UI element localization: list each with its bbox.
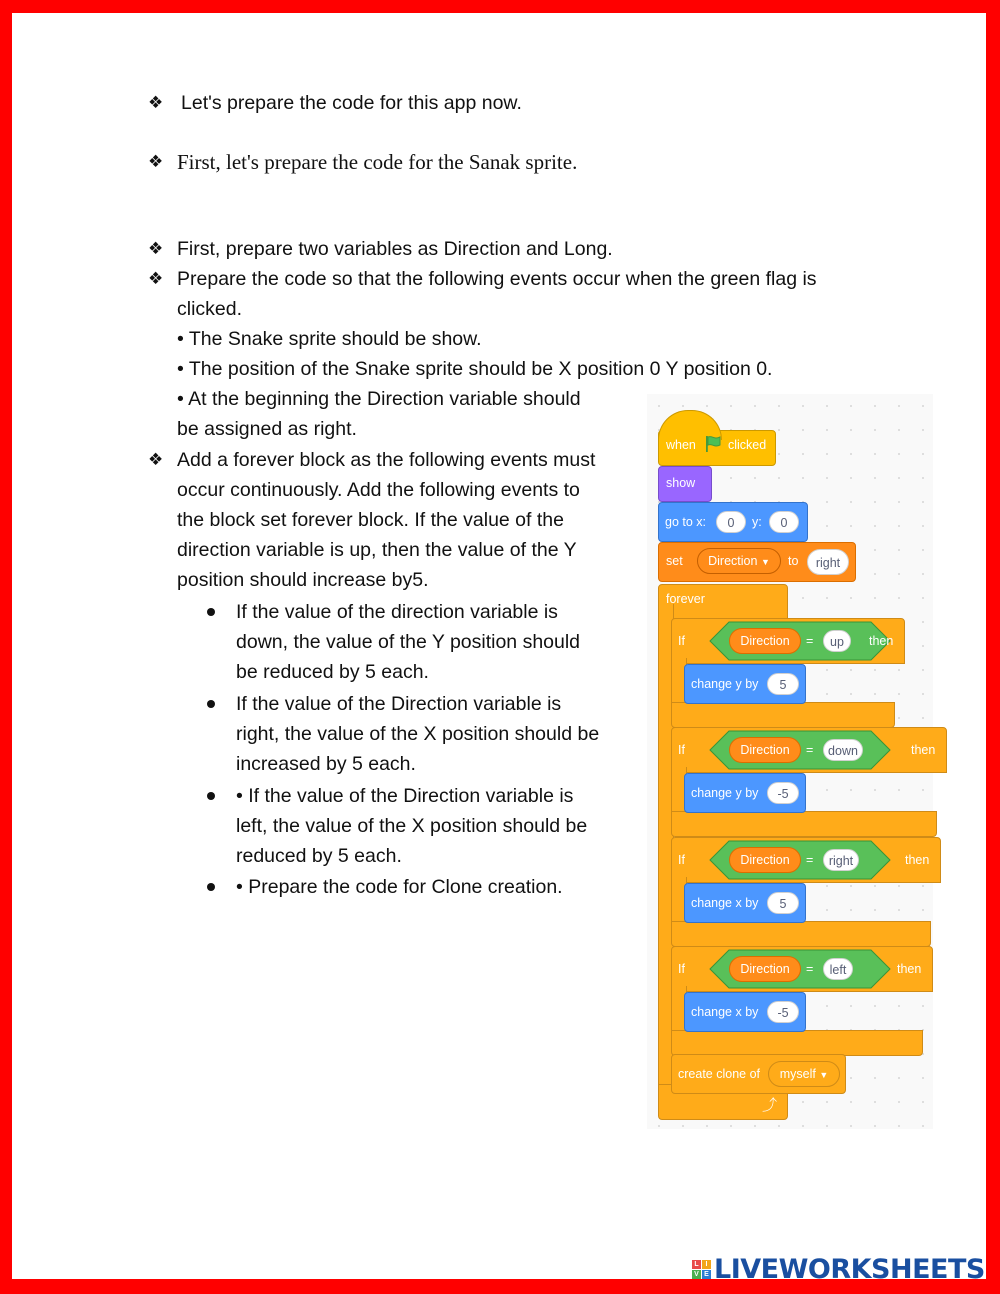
compare-value: left <box>823 958 853 980</box>
bullet-right-line-1: If the value of the Direction variable is <box>236 693 562 715</box>
if-foot <box>671 1030 923 1056</box>
logo-tile: L <box>692 1260 701 1269</box>
direction-reporter: Direction <box>729 628 801 654</box>
logo-tile: V <box>692 1270 701 1279</box>
y-input: 0 <box>769 511 799 533</box>
set-label: set <box>666 554 683 568</box>
liveworksheets-logo <box>692 1254 985 1284</box>
if-label: If <box>678 962 685 976</box>
step-forever-line-4: direction variable is up, then the value of the Y <box>177 539 577 561</box>
change-label: change y by <box>691 677 759 691</box>
bullet-right-line-2: right, the value of the X position should be <box>236 723 600 745</box>
clone-target-dropdown <box>768 1061 840 1087</box>
equals-label: = <box>806 962 814 976</box>
if-foot <box>671 702 895 728</box>
variable-dropdown <box>697 548 781 574</box>
bullet-clone: • Prepare the code for Clone creation. <box>236 876 563 898</box>
then-label: then <box>869 634 894 648</box>
then-label: then <box>905 853 930 867</box>
dropdown-arrow-icon: ▼ <box>819 1070 829 1080</box>
diamond-bullet-icon: ❖ <box>148 93 164 112</box>
clone-label: create clone of <box>678 1067 760 1081</box>
change-amount: 5 <box>767 673 799 695</box>
logo-tile: E <box>702 1270 711 1279</box>
bullet-right-line-3: increased by 5 each. <box>236 753 416 775</box>
compare-value: down <box>823 739 863 761</box>
loop-arrow-icon: ⤴ <box>762 1097 778 1114</box>
if-label: If <box>678 853 685 867</box>
logo-text: LIVEWORKSHEETS <box>714 1253 985 1285</box>
step-forever-line-2: occur continuously. Add the following events to <box>177 479 580 501</box>
change-amount: -5 <box>767 1001 799 1023</box>
diamond-bullet-icon: ❖ <box>148 269 164 288</box>
change-label: change x by <box>691 896 759 910</box>
step-sub-direction-line-1: • At the beginning the Direction variable should <box>177 388 581 410</box>
variable-dropdown-label: Direction <box>708 554 758 568</box>
go-to-label: go to x: <box>665 515 706 529</box>
diamond-bullet-icon: ❖ <box>148 239 164 258</box>
equals-label: = <box>806 743 814 757</box>
set-value-input: right <box>807 549 849 575</box>
logo-tile: I <box>702 1260 711 1269</box>
step-forever-line-3: the block set forever block. If the value of the <box>177 509 564 531</box>
compare-value: up <box>823 630 851 652</box>
step-sub-position: • The position of the Snake sprite should be X position 0 Y position 0. <box>177 358 773 380</box>
y-label: y: <box>752 515 762 529</box>
round-bullet-icon <box>207 792 215 800</box>
dropdown-arrow-icon: ▼ <box>760 557 770 567</box>
round-bullet-icon <box>207 883 215 891</box>
intro-line-1: Let's prepare the code for this app now. <box>181 92 522 114</box>
logo-tiles <box>692 1260 711 1279</box>
x-input: 0 <box>716 511 746 533</box>
when-label: when <box>666 438 696 452</box>
equals-label: = <box>806 853 814 867</box>
then-label: then <box>911 743 936 757</box>
clone-target-label: myself <box>779 1067 816 1081</box>
step-flag-line-1: Prepare the code so that the following events occur when the green flag is <box>177 268 817 290</box>
then-label: then <box>897 962 922 976</box>
direction-reporter: Direction <box>729 737 801 763</box>
bullet-down-line-1: If the value of the direction variable is <box>236 601 558 623</box>
step-forever-line-5: position should increase by5. <box>177 569 429 591</box>
scratch-code-screenshot <box>647 394 936 1129</box>
equals-label: = <box>806 634 814 648</box>
step-forever-line-1: Add a forever block as the following events must <box>177 449 596 471</box>
diamond-bullet-icon: ❖ <box>148 152 164 171</box>
step-sub-show: • The Snake sprite should be show. <box>177 328 482 350</box>
forever-label: forever <box>666 592 705 606</box>
change-label: change x by <box>691 1005 759 1019</box>
bullet-left-line-3: reduced by 5 each. <box>236 845 402 867</box>
change-label: change y by <box>691 786 759 800</box>
change-amount: -5 <box>767 782 799 804</box>
intro-line-2: First, let's prepare the code for the Sanak sprite. <box>177 150 578 174</box>
to-label: to <box>788 554 799 568</box>
if-foot <box>671 811 937 837</box>
direction-reporter: Direction <box>729 847 801 873</box>
bullet-down-line-3: be reduced by 5 each. <box>236 661 429 683</box>
direction-reporter: Direction <box>729 956 801 982</box>
step-flag-line-2: clicked. <box>177 298 243 320</box>
bullet-left-line-2: left, the value of the X position should be <box>236 815 588 837</box>
if-label: If <box>678 634 685 648</box>
diamond-bullet-icon: ❖ <box>148 450 164 469</box>
green-flag-icon <box>704 435 722 453</box>
if-foot <box>671 921 931 947</box>
if-label: If <box>678 743 685 757</box>
round-bullet-icon <box>207 608 215 616</box>
show-label: show <box>666 476 696 490</box>
compare-value: right <box>823 849 859 871</box>
change-amount: 5 <box>767 892 799 914</box>
step-sub-direction-line-2: be assigned as right. <box>177 418 357 440</box>
clicked-label: clicked <box>728 438 767 452</box>
round-bullet-icon <box>207 700 215 708</box>
bullet-left-line-1: • If the value of the Direction variable is <box>236 785 574 807</box>
step-variables: First, prepare two variables as Direction and Long. <box>177 238 613 260</box>
bullet-down-line-2: down, the value of the Y position should <box>236 631 581 653</box>
